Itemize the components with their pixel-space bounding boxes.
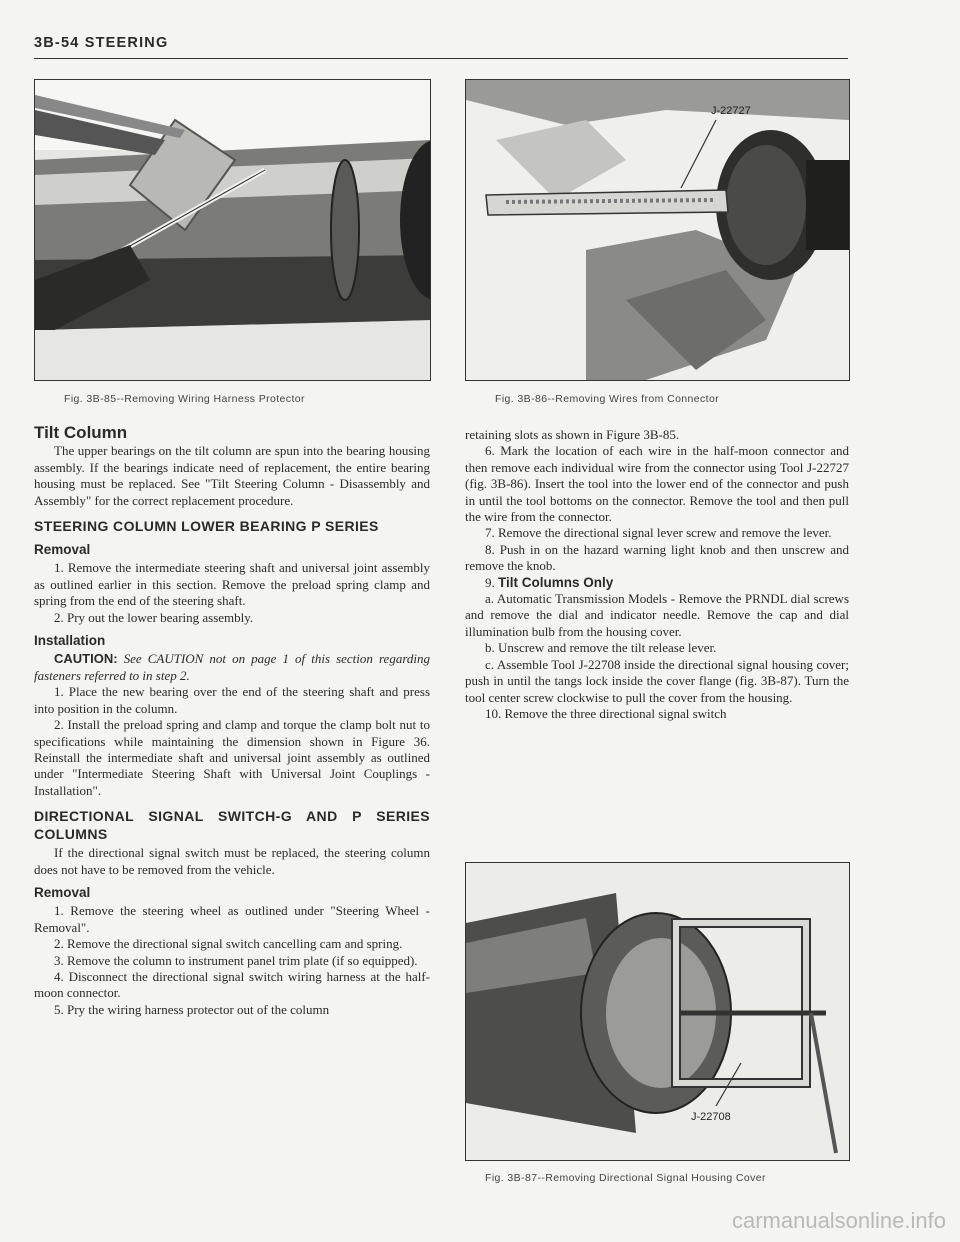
tilt-column-heading: Tilt Column: [34, 423, 128, 442]
figure-3b-86-caption: Fig. 3B-86--Removing Wires from Connector: [495, 393, 720, 405]
removal-heading: Removal: [34, 542, 91, 558]
installation-heading: Installation: [34, 633, 106, 649]
step-9: [465, 575, 849, 591]
switch-removal-step-1: 1. Remove the steering wheel as outlined under "Steering Wheel - Removal".: [34, 903, 430, 935]
removal-step-2: 2. Pry out the lower bearing assembly.: [54, 609, 254, 625]
watermark: carmanualsonline.info: [731, 1208, 946, 1233]
install-step-2: 2. Install the preload spring and clamp and torque the clamp bolt nut to specifications while maintaining the dimension shown in Figure 36. Reinstall the intermediate shaft and universal joint assembly as outlined under "Intermediate Steering Shaft with Universal Joint Couplings - Installation".: [34, 717, 430, 798]
right-column: [465, 427, 849, 722]
switch-removal-step-4: 4. Disconnect the directional signal switch wiring harness at the half-moon connector.: [34, 968, 430, 1001]
figure-3b-85-caption: Fig. 3B-85--Removing Wiring Harness Protector: [64, 393, 305, 405]
caution-text: See CAUTION not on page 1 of this section regarding fasteners referred to in step 2.: [34, 651, 431, 683]
step-7: 7. Remove the directional signal lever screw and remove the lever.: [485, 525, 832, 541]
lower-bearing-heading: STEERING COLUMN LOWER BEARING P SERIES: [34, 518, 379, 535]
left-column: [34, 425, 430, 1018]
step-9-number: 9.: [485, 574, 495, 590]
step-9c: c. Assemble Tool J-22708 inside the directional signal housing cover; push in until the tangs lock inside the cover flange (fig. 3B-87). Turn the tool center screw clockwise to pull the cover from the housing.: [465, 656, 849, 705]
housing-cover-illustration: [466, 863, 849, 1160]
switch-removal-step-3: 3. Remove the column to instrument panel trim plate (if so equipped).: [54, 952, 418, 968]
directional-signal-heading: DIRECTIONAL SIGNAL SWITCH-G AND P SERIES COLUMNS: [34, 808, 430, 843]
page-label: 3B-54 STEERING: [34, 35, 169, 51]
step-10: 10. Remove the three directional signal switch: [485, 705, 727, 721]
figure-3b-86: [465, 79, 850, 381]
step-8: 8. Push in on the hazard warning light knob and then unscrew and remove the knob.: [465, 541, 849, 574]
tool-label-j22708: J-22708: [691, 1111, 731, 1123]
page-header: [34, 34, 848, 59]
caution-label: CAUTION:: [54, 651, 118, 667]
caution-note: [34, 651, 430, 684]
install-step-1: 1. Place the new bearing over the end of the steering shaft and press into position in the column.: [34, 684, 430, 716]
figure-3b-87-caption: Fig. 3B-87--Removing Directional Signal Housing Cover: [485, 1172, 766, 1184]
removal-step-1: 1. Remove the intermediate steering shaft and universal joint assembly as outlined earlier in this section. Remove the preload spring clamp and spring from the end of the steering shaft.: [34, 560, 430, 609]
tool-label-j22727: J-22727: [711, 105, 751, 117]
step-9a: a. Automatic Transmission Models - Remove the PRNDL dial screws and remove the dial and indicator needle. Remove the cap and dial illumination bulb from the housing cover.: [465, 591, 849, 639]
directional-signal-paragraph: If the directional signal switch must be replaced, the steering column does not have to be removed from the vehicle.: [34, 845, 430, 877]
figure-3b-87: [465, 862, 850, 1161]
wire-removal-illustration: [466, 80, 849, 380]
figure-3b-85: [34, 79, 431, 381]
removal-heading-2: Removal: [34, 884, 91, 900]
switch-removal-step-5: 5. Pry the wiring harness protector out of the column: [54, 1001, 330, 1017]
harness-protector-illustration: [35, 80, 430, 380]
tilt-columns-only-heading: Tilt Columns Only: [498, 574, 614, 590]
tilt-column-paragraph: The upper bearings on the tilt column are spun into the bearing housing assembly. If the bearings indicate need of replacement, the entire bearing housing must be replaced. See "Tilt Steering Column - Disassembly and Assembly" for the correct replacement procedure.: [34, 443, 430, 508]
switch-removal-step-2: 2. Remove the directional signal switch cancelling cam and spring.: [54, 936, 403, 952]
step-9b: b. Unscrew and remove the tilt release lever.: [485, 640, 717, 656]
continued-text: retaining slots as shown in Figure 3B-85.: [465, 427, 680, 442]
step-6: 6. Mark the location of each wire in the half-moon connector and then remove each individual wire from the connector using Tool J-22727 (fig. 3B-86). Insert the tool into the lower end of the connector and push in until the tool bottoms on the connector. Remove the tool and then pull the wire from the connector.: [465, 443, 849, 525]
